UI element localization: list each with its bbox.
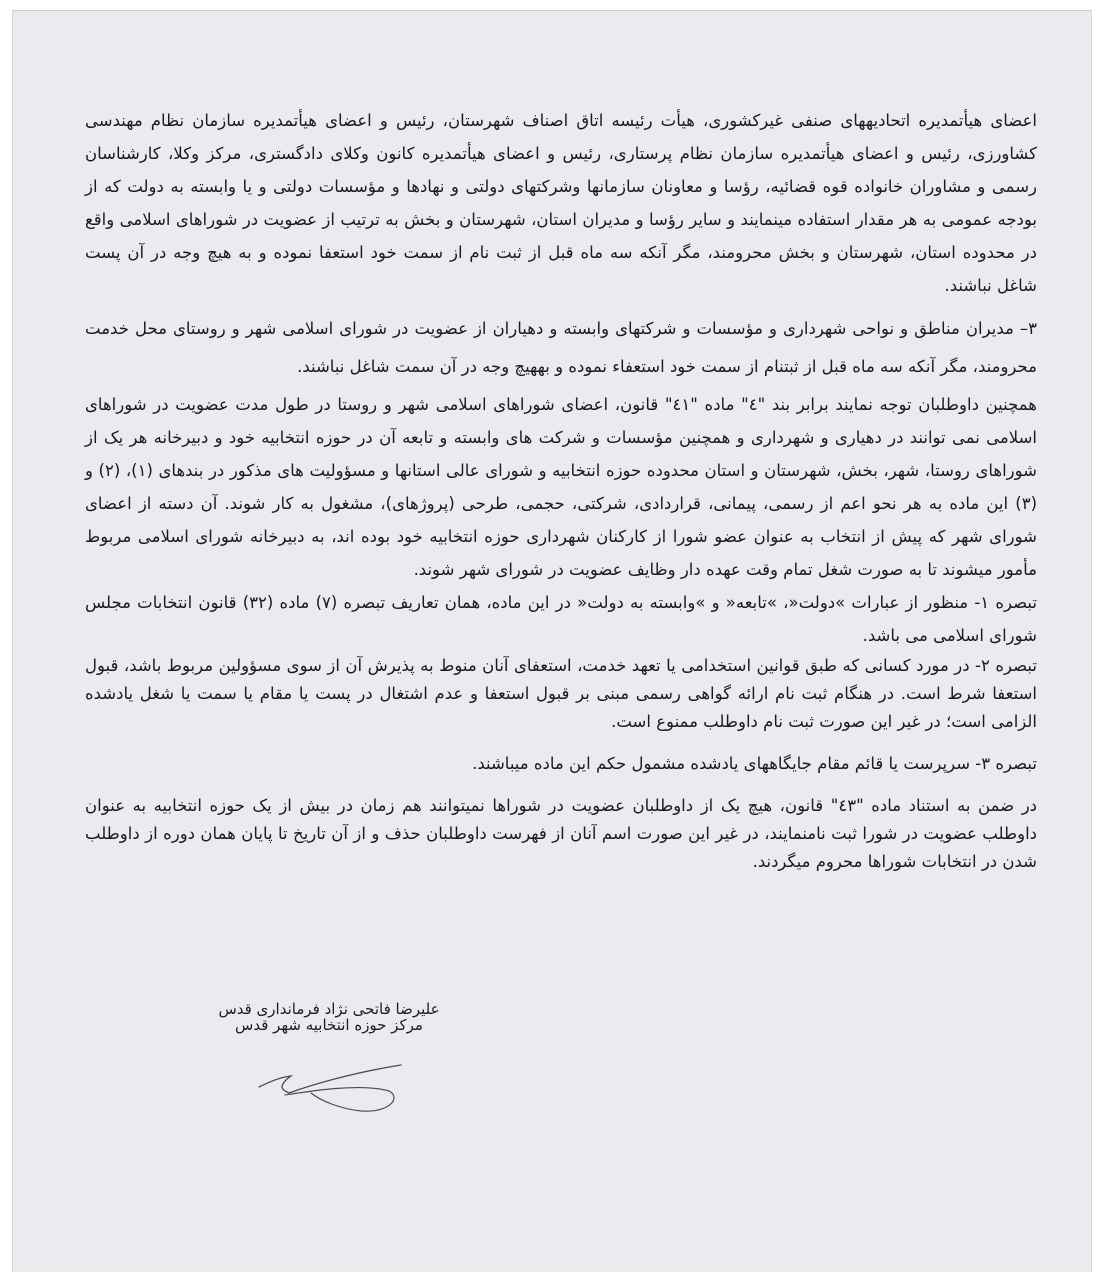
paragraph-note-2: تبصره ۲- در مورد کسانی که طبق قوانین استخدامی یا تعهد خدمت، استعفای آنان منوط به پذیرش آن از سوی مسؤولین مربوط باشد، قبول استعفا شرط است. در هنگام ثبت نام ارائه گواهی رسمی مبنی بر قبول استعفا و عدم اشتغال در پست یا مقام یا سمت یا شغل یادشده الزامی است؛ در غیر این صورت ثبت نام داوطلب ممنوع است. bbox=[85, 656, 1037, 731]
handwritten-signature bbox=[251, 1055, 411, 1119]
paragraph-note-3: تبصره ۳- سرپرست یا قائم مقام جایگاههای یادشده مشمول حکم این ماده میباشند. bbox=[472, 754, 1037, 773]
signatory-block bbox=[209, 1001, 449, 1033]
paragraph-disqualified-officials: اعضای هیأتمدیره اتحادیههای صنفی غیرکشوری، هیأت رئیسه اتاق اصناف شهرستان، رئیس و اعضای هیأتمدیره سازمان نظام مهندسی کشاورزی، رئیس و اعضای هیأتمدیره سازمان نظام پرستاری، رئیس و اعضای هیأتمدیره کانون وکلای دادگستری، مرکز وکلا، کارشناسان رسمی و مشاوران خانواده قوه قضائیه، رؤسا و معاونان سازمانها وشرکتهای دولتی و نهادها و مؤسسات دولتی و یا وابسته به دولت که از بودجه عمومی به هر مقدار استفاده مینمایند و سایر رؤسا و مدیران استان، شهرستان و بخش به ترتیب از عضویت در شوراهای اسلامی واقع در محدوده استان، شهرستان و بخش محرومند، مگر آنکه سه ماه قبل از ثبت نام از سمت خود استعفا نموده و به هیچ وجه در آن پست شاغل نباشند. bbox=[85, 111, 1037, 295]
signatory-name: علیرضا فاتحی نژاد فرمانداری قدس bbox=[218, 1000, 440, 1018]
signatory-office: مرکز حوزه انتخابیه شهر قدس bbox=[235, 1016, 423, 1034]
document-page bbox=[12, 10, 1092, 1272]
paragraph-article-41: همچنین داوطلبان توجه نمایند برابر بند "٤" ماده "٤١" قانون، اعضای شوراهای اسلامی شهر و روستا در طول مدت عضویت در شوراهای اسلامی نمی توانند در دهیاری و شهرداری و همچنین مؤسسات و شرکت های وابسته و تابعه آن در حوزه انتخابیه خود و دبیرخانه هر یک از شوراهای روستا، شهر، بخش، شهرستان و استان محدوده حوزه انتخابیه و شورای عالی استانها و مسؤولیت های مذکور در بندهای (۱)، (۲) و (۳) این ماده به هر نحو اعم از رسمی، پیمانی، قراردادی، شرکتی، حجمی، طرحی (پروژهای)، مشغول به کار شوند. آن دسته از اعضای شورای شهر که پیش از انتخاب به عنوان عضو شورا از کارکنان شهرداری حوزه انتخابیه خود بوده اند، به دبیرخانه شورای اسلامی مربوط مأمور میشوند تا به صورت شغل تمام وقت عهده دار وظایف عضویت در شورای شهر شوند. bbox=[85, 395, 1038, 579]
paragraph-note-1: تبصره ۱- منظور از عبارات »دولت«، »تابعه« و »وابسته به دولت« در این ماده، همان تعاریف تبصره (۷) ماده (۳۲) قانون انتخابات مجلس شورای اسلامی می باشد. bbox=[85, 593, 1037, 645]
paragraph-clause-3: ۳– مدیران مناطق و نواحی شهرداری و مؤسسات و شرکتهای وابسته و دهیاران از عضویت در شورای اسلامی شهر و روستای محل خدمت محرومند، مگر آنکه سه ماه قبل از ثبتنام از سمت خود استعفاء نموده و بههیچ وجه در آن سمت شاغل نباشند. bbox=[85, 319, 1037, 376]
document-body bbox=[85, 104, 1037, 876]
paragraph-article-43: در ضمن به استناد ماده "٤٣" قانون، هیچ یک از داوطلبان عضویت در شوراها نمیتوانند هم زمان در بیش از یک حوزه انتخابیه به عنوان داوطلب عضویت در شورا ثبت نامنمایند، در غیر این صورت اسم آنان از فهرست داوطلبان حذف و از آن تاریخ تا پایان همان دوره از داوطلب شدن در انتخابات شوراها محروم میگردند. bbox=[85, 796, 1038, 871]
